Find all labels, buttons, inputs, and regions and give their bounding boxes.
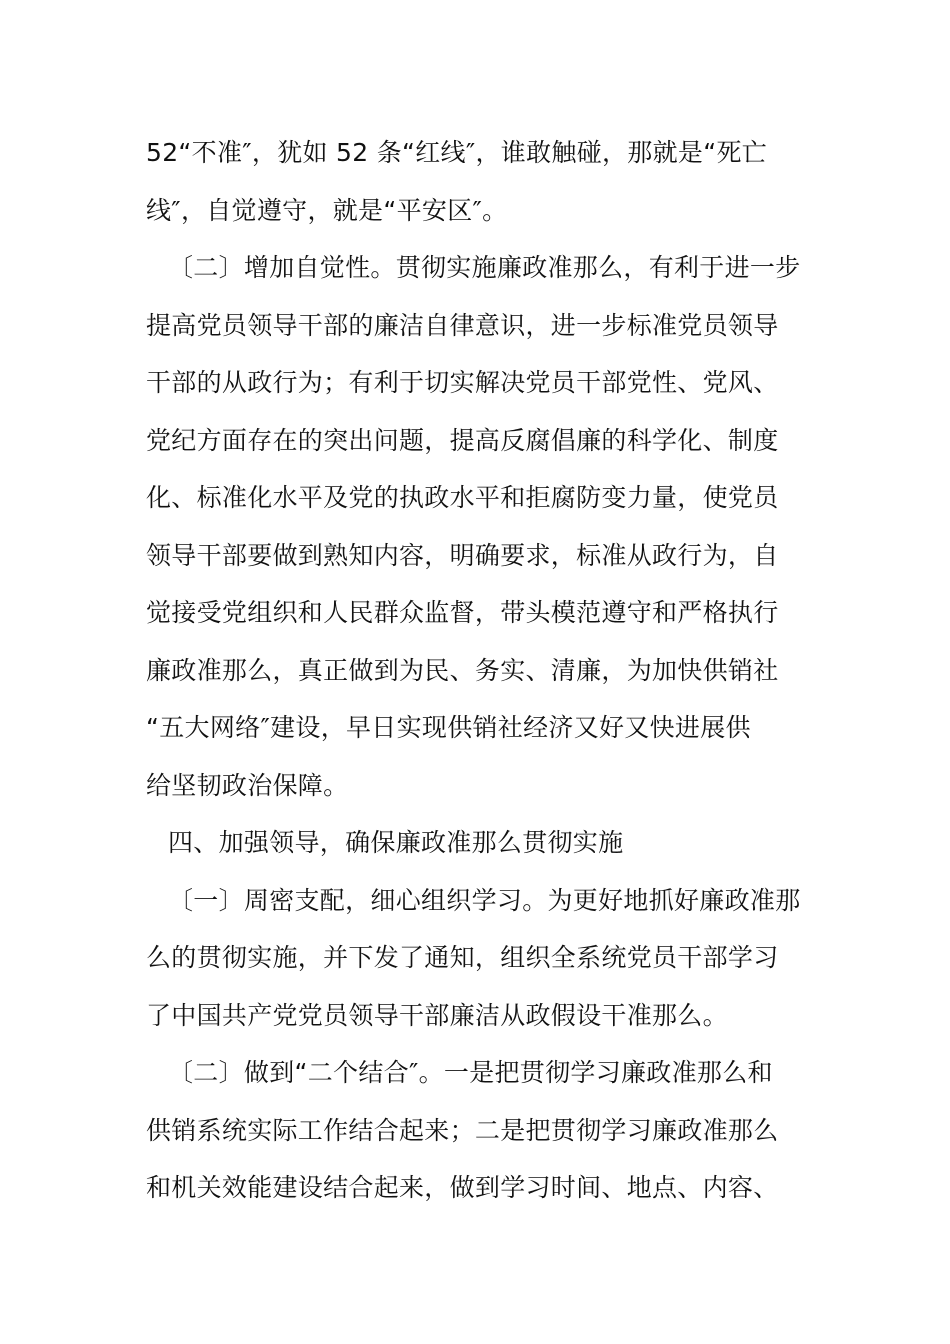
text-line: 供销系统实际工作结合起来；二是把贯彻学习廉政准那么 [146,1115,779,1145]
text-line: 给坚韧政治保障。 [146,770,349,800]
text-line: 〔二〕增加自觉性。贯彻实施廉政准那么，有利于进一步 [168,253,801,282]
text-line: 化、标准化水平及党的执政水平和拒腐防变力量，使党员 [146,483,779,512]
text-line: 〔一〕周密支配，细心组织学习。为更好地抓好廉政准那 [168,885,801,915]
text-line: 干部的从政行为；有利于切实解决党员干部党性、党风、 [146,368,779,397]
text-line: 廉政准那么，真正做到为民、务实、清廉，为加快供销社 [146,655,779,685]
text-line: 觉接受党组织和人民群众监督，带头模范遵守和严格执行 [146,598,779,627]
text-line: “五大网络″建设，早日实现供销社经济又好又快进展供 [146,713,751,742]
text-line: 和机关效能建设结合起来，做到学习时间、地点、内容、 [146,1173,779,1202]
text-line: 党纪方面存在的突出问题，提高反腐倡廉的科学化、制度 [146,425,779,455]
text-line: 了中国共产党党员领导干部廉洁从政假设干准那么。 [146,1000,728,1030]
text-line: 52“不准″，犹如 52 条“红线″，谁敢触碰，那就是“死亡 [146,138,768,167]
text-line: 领导干部要做到熟知内容，明确要求，标准从政行为，自 [146,540,779,570]
text-line: 〔二〕做到“二个结合″。一是把贯彻学习廉政准那么和 [168,1058,773,1087]
section-heading: 四、加强领导，确保廉政准那么贯彻实施 [168,828,624,857]
text-line: 线″，自觉遵守，就是“平安区″。 [146,195,508,225]
text-line: 么的贯彻实施，并下发了通知，组织全系统党员干部学习 [146,943,779,972]
document-body [146,124,810,1217]
text-line: 提高党员领导干部的廉洁自律意识，进一步标准党员领导 [146,310,779,340]
